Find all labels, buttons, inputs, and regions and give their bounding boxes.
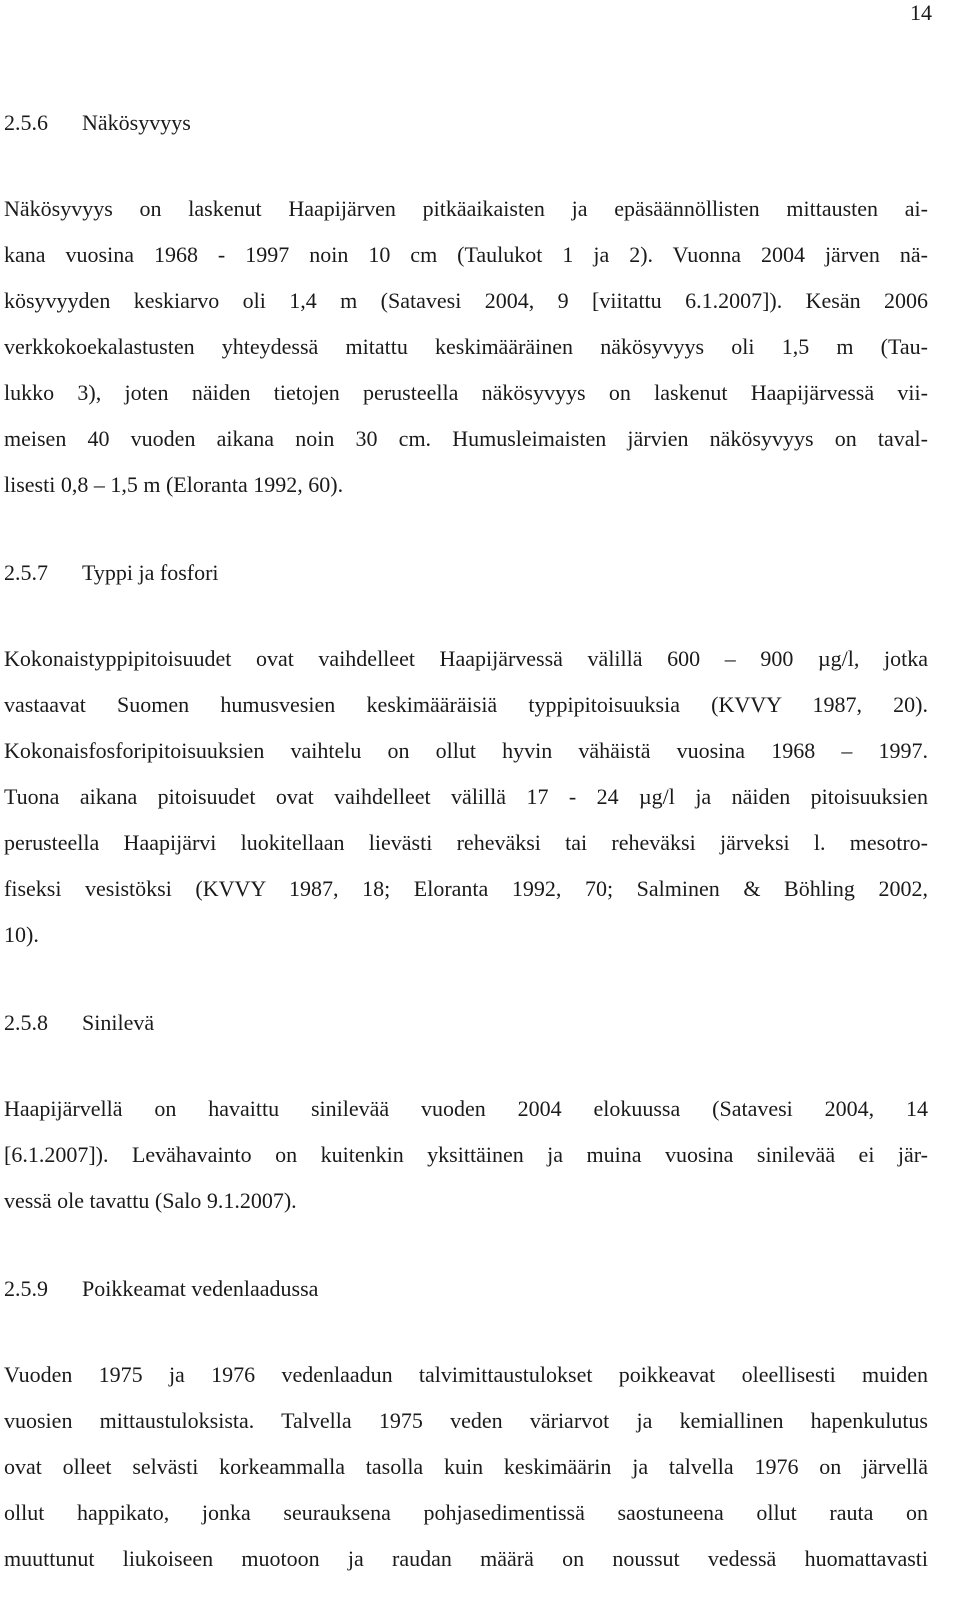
section-heading xyxy=(4,1000,928,1046)
text-line: ovat olleet selvästi korkeammalla tasolla kuin keskimäärin ja talvella 1976 on järvellä xyxy=(4,1454,928,1479)
text-line: verkkokoekalastusten yhteydessä mitattu keskimääräinen näkösyvyys oli 1,5 m (Tau- xyxy=(4,334,928,359)
section-number: 2.5.6 xyxy=(4,110,48,135)
text-line: vessä ole tavattu (Salo 9.1.2007). xyxy=(4,1188,297,1213)
text-line: lukko 3), joten näiden tietojen perusteella näkösyvyys on laskenut Haapijärvessä vii- xyxy=(4,380,928,405)
text-line: Haapijärvellä on havaittu sinilevää vuoden 2004 elokuussa (Satavesi 2004, 14 xyxy=(4,1096,928,1121)
section-title: Sinilevä xyxy=(82,1010,155,1035)
paragraph xyxy=(4,186,928,508)
section-number: 2.5.9 xyxy=(4,1276,48,1301)
document-body xyxy=(4,100,928,1582)
text-line: muuttunut liukoiseen muotoon ja raudan määrä on noussut vedessä huomattavasti xyxy=(4,1546,928,1571)
text-line: vastaavat Suomen humusvesien keskimääräisiä typpipitoisuuksia (KVVY 1987, 20). xyxy=(4,692,928,717)
text-line: vuosien mittaustuloksista. Talvella 1975 veden väriarvot ja kemiallinen hapenkulutus xyxy=(4,1408,928,1433)
text-line: perusteella Haapijärvi luokitellaan lievästi reheväksi tai reheväksi järveksi l. mesotro- xyxy=(4,830,928,855)
text-line: fiseksi vesistöksi (KVVY 1987, 18; Eloranta 1992, 70; Salminen & Böhling 2002, xyxy=(4,876,928,901)
text-line: [6.1.2007]). Levähavainto on kuitenkin yksittäinen ja muina vuosina sinilevää ei jär- xyxy=(4,1142,928,1167)
text-line: kana vuosina 1968 - 1997 noin 10 cm (Taulukot 1 ja 2). Vuonna 2004 järven nä- xyxy=(4,242,928,267)
section-heading xyxy=(4,100,928,146)
section-number: 2.5.8 xyxy=(4,1010,48,1035)
text-line: lisesti 0,8 – 1,5 m (Eloranta 1992, 60). xyxy=(4,472,344,497)
text-line: meisen 40 vuoden aikana noin 30 cm. Humusleimaisten järvien näkösyvyys on taval- xyxy=(4,426,928,451)
text-line: Näkösyvyys on laskenut Haapijärven pitkäaikaisten ja epäsäännöllisten mittausten ai- xyxy=(4,196,928,221)
text-line: ollut happikato, jonka seurauksena pohjasedimentissä saostuneena ollut rauta on xyxy=(4,1500,928,1525)
text-line: Tuona aikana pitoisuudet ovat vaihdelleet välillä 17 - 24 µg/l ja näiden pitoisuuksien xyxy=(4,784,928,809)
text-line: Vuoden 1975 ja 1976 vedenlaadun talvimittaustulokset poikkeavat oleellisesti muiden xyxy=(4,1362,928,1387)
text-line: Kokonaisfosforipitoisuuksien vaihtelu on ollut hyvin vähäistä vuosina 1968 – 1997. xyxy=(4,738,928,763)
text-line: Kokonaistyppipitoisuudet ovat vaihdelleet Haapijärvessä välillä 600 – 900 µg/l, jotka xyxy=(4,646,928,671)
text-line: 10). xyxy=(4,922,39,947)
paragraph xyxy=(4,1352,928,1582)
page-number: 14 xyxy=(910,0,932,25)
section-number: 2.5.7 xyxy=(4,560,48,585)
text-line: kösyvyyden keskiarvo oli 1,4 m (Satavesi 2004, 9 [viitattu 6.1.2007]). Kesän 2006 xyxy=(4,288,928,313)
paragraph xyxy=(4,1086,928,1224)
section-title: Typpi ja fosfori xyxy=(82,560,219,585)
paragraph xyxy=(4,636,928,958)
section-title: Näkösyvyys xyxy=(82,110,191,135)
section-heading xyxy=(4,1266,928,1312)
section-title: Poikkeamat vedenlaadussa xyxy=(82,1276,319,1301)
section-heading xyxy=(4,550,928,596)
